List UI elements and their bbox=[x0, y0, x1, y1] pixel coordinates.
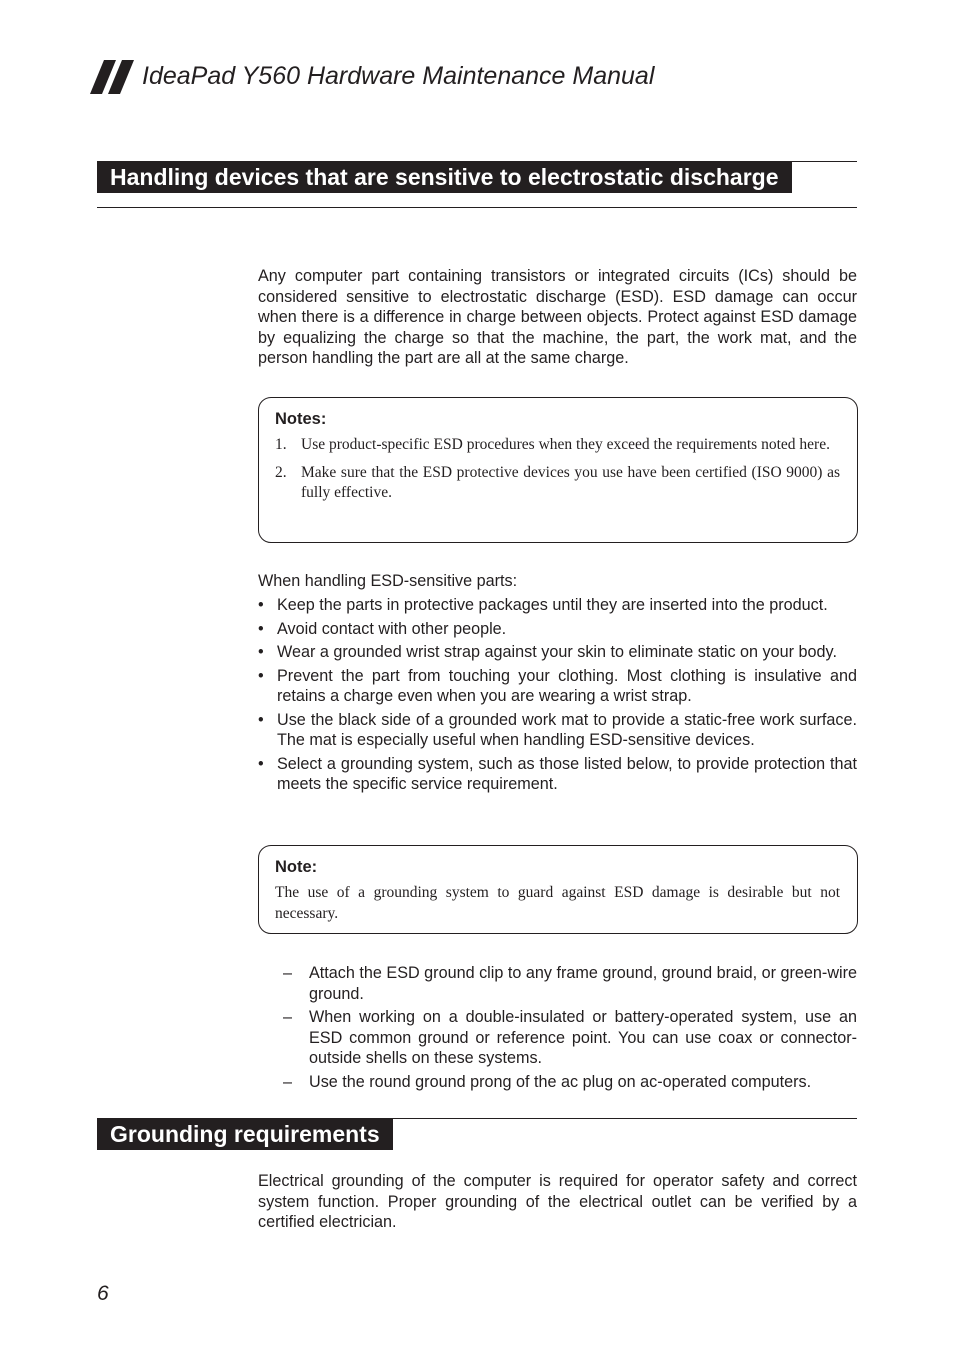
handling-bullet-list bbox=[258, 595, 857, 798]
note-number: 2. bbox=[275, 463, 287, 481]
notes-box bbox=[258, 397, 858, 543]
note-body: The use of a grounding system to guard against ESD damage is desirable but not necessary. bbox=[275, 884, 840, 922]
list-item-text: Attach the ESD ground clip to any frame ground, ground braid, or green-wire ground. bbox=[309, 964, 857, 1003]
dash-marker: – bbox=[283, 1072, 293, 1091]
double-slash-logo-icon bbox=[90, 60, 136, 94]
note-heading: Note: bbox=[275, 858, 318, 876]
list-item bbox=[258, 642, 857, 663]
list-item-text: Avoid contact with other people. bbox=[277, 619, 507, 638]
list-item bbox=[283, 963, 857, 1004]
note-item bbox=[275, 463, 840, 504]
note-box bbox=[258, 845, 858, 934]
list-item-text: Select a grounding system, such as those listed below, to provide protection that meets the specific service requirement. bbox=[277, 754, 857, 793]
note-text: Use product-specific ESD procedures when they exceed the requirements noted here. bbox=[301, 436, 830, 453]
bullet-marker: • bbox=[258, 596, 264, 614]
bullet-marker: • bbox=[258, 710, 264, 729]
list-item bbox=[258, 619, 857, 640]
notes-heading: Notes: bbox=[275, 410, 327, 428]
page-number: 6 bbox=[97, 1282, 109, 1305]
section-heading-esd: Handling devices that are sensitive to electrostatic discharge bbox=[97, 162, 792, 193]
note-item bbox=[275, 435, 840, 456]
grounding-dash-list bbox=[283, 963, 857, 1095]
grounding-paragraph: Electrical grounding of the computer is required for operator safety and correct system function. Proper grounding of the electrical outlet can be verified by a certified electrician. bbox=[258, 1172, 857, 1231]
list-item bbox=[283, 1007, 857, 1069]
section-rule-bottom bbox=[97, 207, 857, 208]
manual-title: IdeaPad Y560 Hardware Maintenance Manual bbox=[142, 62, 655, 90]
list-item bbox=[258, 710, 857, 751]
bullet-marker: • bbox=[258, 666, 264, 685]
list-item-text: Use the round ground prong of the ac plug on ac-operated computers. bbox=[309, 1072, 812, 1091]
dash-marker: – bbox=[283, 964, 293, 982]
list-item bbox=[283, 1072, 857, 1093]
list-item-text: When working on a double-insulated or battery-operated system, use an ESD common ground or reference point. You can use coax or connector-outside shells on these systems. bbox=[309, 1008, 857, 1067]
list-item-text: Use the black side of a grounded work mat to provide a static-free work surface. The mat is especially useful when handling ESD-sensitive devices. bbox=[277, 710, 857, 749]
note-text: Make sure that the ESD protective devices you use have been certified (ISO 9000) as fully effective. bbox=[301, 463, 840, 501]
esd-intro-paragraph: Any computer part containing transistors or integrated circuits (ICs) should be considered sensitive to electrostatic discharge (ESD). ESD damage can occur when there is a difference in charge between objects. Protect against ESD damage by equalizing the charge so that the machine, the part, the work mat, and the person handling the part are all at the same charge. bbox=[258, 267, 857, 367]
note-number: 1. bbox=[275, 436, 287, 453]
bullet-marker: • bbox=[258, 643, 264, 661]
section-heading-grounding: Grounding requirements bbox=[97, 1119, 393, 1150]
bullet-marker: • bbox=[258, 754, 264, 773]
list-item bbox=[258, 595, 857, 616]
handling-list-intro: When handling ESD-sensitive parts: bbox=[258, 572, 518, 590]
bullet-marker: • bbox=[258, 619, 264, 638]
list-item-text: Keep the parts in protective packages until they are inserted into the product. bbox=[277, 596, 828, 614]
list-item bbox=[258, 666, 857, 707]
list-item bbox=[258, 754, 857, 795]
list-item-text: Prevent the part from touching your clothing. Most clothing is insulative and retains a charge even when you are wearing a wrist strap. bbox=[277, 666, 857, 705]
list-item-text: Wear a grounded wrist strap against your skin to eliminate static on your body. bbox=[277, 643, 837, 661]
dash-marker: – bbox=[283, 1008, 293, 1026]
